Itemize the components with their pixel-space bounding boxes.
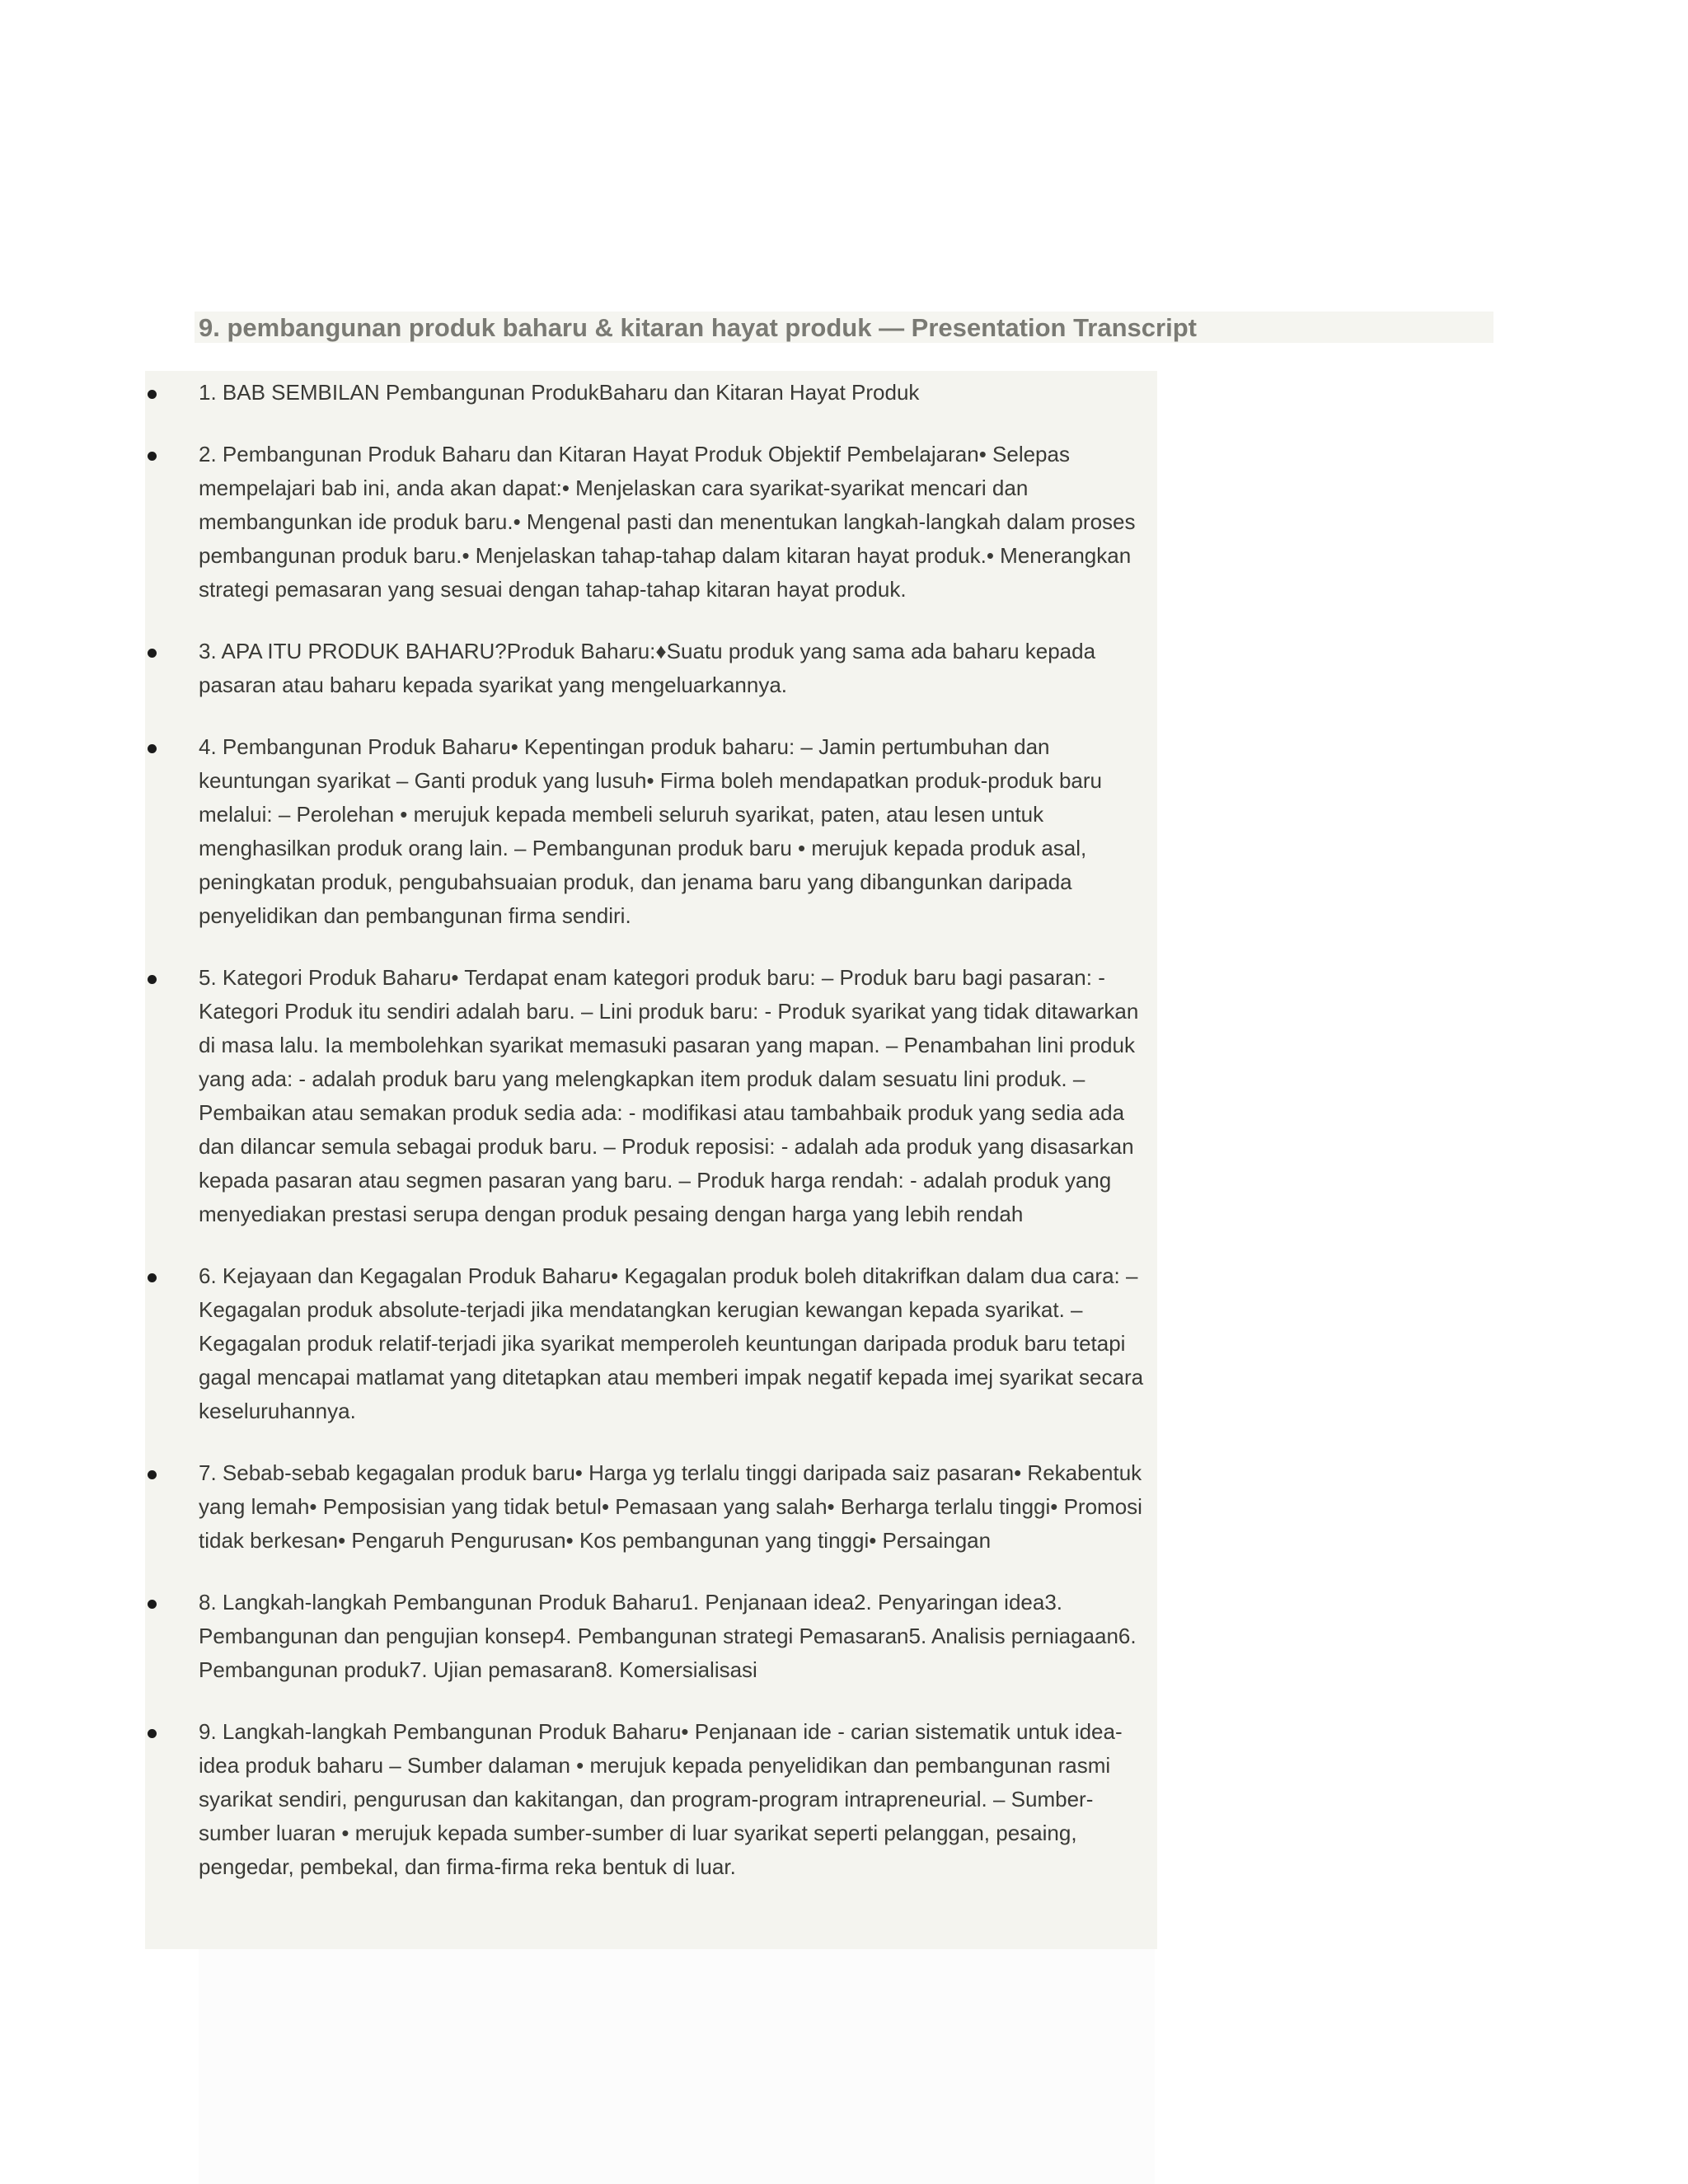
list-item (199, 961, 1155, 1231)
list-item (199, 1456, 1155, 1558)
bullet-icon (148, 452, 157, 461)
list-item-text: 3. APA ITU PRODUK BAHARU?Produk Baharu:♦Suatu produk yang sama ada baharu kepada pasaran atau baharu kepada syarikat yang mengeluarkannya. (199, 639, 1096, 697)
bullet-icon (148, 1470, 157, 1479)
list-item-text: 1. BAB SEMBILAN Pembangunan ProdukBaharu dan Kitaran Hayat Produk (199, 380, 920, 405)
list-item (199, 438, 1155, 607)
list-item-text: 2. Pembangunan Produk Baharu dan Kitaran Hayat Produk Objektif Pembelajaran• Selepas mempelajari bab ini, anda akan dapat:• Menjelaskan cara syarikat-syarikat mencari dan membangunkan ide produk baru.• Mengenal pasti dan menentukan langkah-langkah dalam proses pembangunan produk baru.• Menjelaskan tahap-tahap dalam kitaran hayat produk.• Menerangkan strategi pemasaran yang sesuai dengan tahap-tahap kitaran hayat produk. (199, 442, 1136, 602)
list-item (199, 1259, 1155, 1428)
list-item (199, 635, 1155, 702)
list-item (199, 730, 1155, 933)
bullet-icon (148, 1600, 157, 1609)
list-item-text: 8. Langkah-langkah Pembangunan Produk Baharu1. Penjanaan idea2. Penyaringan idea3. Pembangunan dan pengujian konsep4. Pembangunan strategi Pemasaran5. Analisis perniagaan6. Pembangunan produk7. Ujian pemasaran8. Komersialisasi (199, 1590, 1137, 1682)
list-item-text: 4. Pembangunan Produk Baharu• Kepentingan produk baharu: – Jamin pertumbuhan dan keuntungan syarikat – Ganti produk yang lusuh• Firma boleh mendapatkan produk-produk baru melalui: – Perolehan • merujuk kepada membeli seluruh syarikat, paten, atau lesen untuk menghasilkan produk orang lain. – Pembangunan produk baru • merujuk kepada produk asal, peningkatan produk, pengubahsuaian produk, dan jenama baru yang dibangunkan daripada penyelidikan dan pembangunan firma sendiri. (199, 734, 1102, 928)
bullet-icon (148, 1273, 157, 1282)
bullet-icon (148, 649, 157, 658)
page-title: 9. pembangunan produk baharu & kitaran hayat produk — Presentation Transcript (199, 313, 1197, 342)
list-item (199, 1586, 1155, 1687)
transcript-list (199, 376, 1155, 1912)
list-item-text: 7. Sebab-sebab kegagalan produk baru• Harga yg terlalu tinggi daripada saiz pasaran• Rekabentuk yang lemah• Pemposisian yang tidak betul• Pemasaan yang salah• Berharga terlalu tinggi• Promosi tidak berkesan• Pengaruh Pengurusan• Kos pembangunan yang tinggi• Persaingan (199, 1460, 1142, 1553)
list-item-text: 6. Kejayaan dan Kegagalan Produk Baharu• Kegagalan produk boleh ditakrifkan dalam dua cara: – Kegagalan produk absolute-terjadi jika mendatangkan kerugian kewangan kepada syarikat. – Kegagalan produk relatif-terjadi jika syarikat memperoleh keuntungan daripada produk baru tetapi gagal mencapai matlamat yang ditetapkan atau memberi impak negatif kepada imej syarikat secara keseluruhannya. (199, 1263, 1144, 1423)
bullet-icon (148, 1729, 157, 1738)
list-item-text: 5. Kategori Produk Baharu• Terdapat enam kategori produk baru: – Produk baru bagi pasaran: - Kategori Produk itu sendiri adalah baru. – Lini produk baru: - Produk syarikat yang tidak ditawarkan di masa lalu. Ia membolehkan syarikat memasuki pasaran yang mapan. – Penambahan lini produk yang ada: - adalah produk baru yang melengkapkan item produk dalam sesuatu lini produk. – Pembaikan atau semakan produk sedia ada: - modifikasi atau tambahbaik produk yang sedia ada dan dilancar semula sebagai produk baru. – Produk reposisi: - adalah ada produk yang disasarkan kepada pasaran atau segmen pasaran yang baru. – Produk harga rendah: - adalah produk yang menyediakan prestasi serupa dengan produk pesaing dengan harga yang lebih rendah (199, 965, 1139, 1226)
list-item (199, 376, 1155, 410)
list-item-text: 9. Langkah-langkah Pembangunan Produk Baharu• Penjanaan ide - carian sistematik untuk idea-idea produk baharu – Sumber dalaman • merujuk kepada penyelidikan dan pembangunan rasmi syarikat sendiri, pengurusan dan kakitangan, dan program-program intrapreneurial. – Sumber-sumber luaran • merujuk kepada sumber-sumber di luar syarikat seperti pelanggan, pesaing, pengedar, pembekal, dan firma-firma reka bentuk di luar. (199, 1719, 1123, 1879)
list-item (199, 1715, 1155, 1884)
bullet-icon (148, 744, 157, 753)
bullet-icon (148, 390, 157, 399)
bullet-icon (148, 975, 157, 984)
page-footer-shade (199, 1949, 1155, 2184)
